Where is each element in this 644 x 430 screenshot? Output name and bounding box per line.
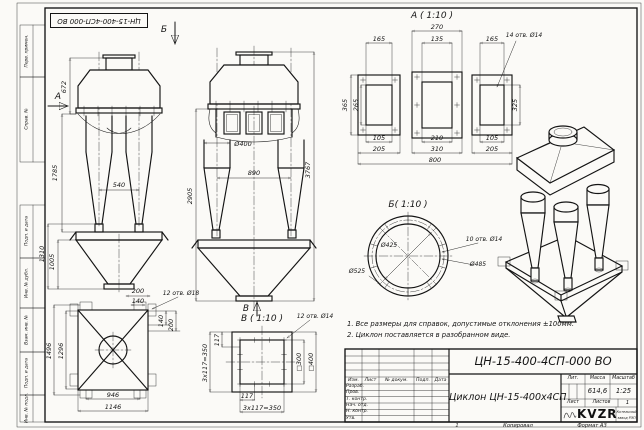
note-2: 2. Циклон поставляется в разобранном виде. xyxy=(347,331,511,339)
annotation-dim-265: 265 xyxy=(352,98,360,112)
annotation-dim-sq300: □300 xyxy=(295,352,303,372)
annotation-callout-12-holes-14: 12 отв. Ø14 xyxy=(296,313,334,320)
tb-row-nkontr: Н. контр. xyxy=(346,409,369,415)
tb-row-razrab: Разраб. xyxy=(346,384,365,389)
note-1: 1. Все размеры для справок, допустимые отклонения ±100мм. xyxy=(347,320,574,328)
tb-row-tkontr: Т. контр. xyxy=(346,396,368,402)
annotation-dim-1146: 1146 xyxy=(104,403,122,411)
annotation-dim-140-top: 140 xyxy=(131,297,145,305)
annotation-dim-165-right: 165 xyxy=(485,35,499,43)
annotation-dim-3x117-bottom: 3x117=350 xyxy=(242,404,282,412)
tb-col-podp: Подп. xyxy=(416,378,430,383)
tb-lit-label: Лит. xyxy=(567,376,579,381)
annotation-dim-540: 540 xyxy=(112,181,126,189)
annotation-dim-890: 890 xyxy=(247,169,261,177)
logo-coil-icon xyxy=(563,409,577,421)
tb-row-nachotd: Нач. отд. xyxy=(346,403,369,408)
tb-mass-value: 614,6 xyxy=(587,387,608,395)
tb-col-data: Дата xyxy=(434,378,447,383)
annotation-dim-105-left: 105 xyxy=(372,134,386,142)
annotation-dim-117-left: 117 xyxy=(213,333,221,347)
annotation-dim-3767: 3767 xyxy=(304,161,312,179)
tb-col-dokum: № докум. xyxy=(385,378,408,383)
annotation-dim-365: 365 xyxy=(341,98,349,112)
annotation-view-v-title: В ( 1:10 ) xyxy=(241,314,283,324)
annotation-dim-800: 800 xyxy=(428,156,442,164)
title-block-product-name: Циклон ЦН-15-400х4СП xyxy=(449,392,567,403)
page-mark: 1 xyxy=(455,423,459,429)
annotation-dim-105-right: 105 xyxy=(485,134,499,142)
margin-field-inv-podl: Инв. № подл. xyxy=(24,392,30,424)
annotation-dim-sq400: □400 xyxy=(307,352,315,372)
tb-mass-label: Масса xyxy=(589,376,606,381)
annotation-view-arrow-v: В xyxy=(242,304,250,314)
annotation-dim-205-right: 205 xyxy=(485,145,499,153)
annotation-dim-140-right: 140 xyxy=(157,314,165,328)
tb-row-prov: Пров. xyxy=(346,390,360,396)
annotation-dim-117-bottom: 117 xyxy=(240,392,254,400)
annotation-dim-1310: 1310 xyxy=(38,245,46,263)
annotation-dim-2905: 2905 xyxy=(186,187,194,205)
annotation-dim-d485: Ø485 xyxy=(469,261,487,268)
annotation-view-a-title: А ( 1:10 ) xyxy=(411,11,453,21)
margin-field-podp-data-2: Подп. и дата xyxy=(24,358,30,388)
annotation-dim-200-top: 200 xyxy=(131,287,145,295)
company-name-line1: Котельный xyxy=(616,410,637,414)
tb-col-izm: Изм. xyxy=(348,378,359,383)
annotation-view-arrow-b: Б xyxy=(160,25,168,35)
company-name-line2: завод РЭП xyxy=(617,416,636,420)
format-label: Формат А3 xyxy=(577,423,607,429)
isometric-view xyxy=(498,126,628,322)
annotation-dim-1496: 1496 xyxy=(45,342,53,360)
annotation-dim-165-left: 165 xyxy=(372,35,386,43)
annotation-dim-1005: 1005 xyxy=(48,253,56,271)
annotation-dim-135: 135 xyxy=(430,35,444,43)
title-block-designation: ЦН-15-400-4СП-000 ВО xyxy=(474,354,612,368)
annotation-dim-946: 946 xyxy=(106,391,120,399)
annotation-dim-3x117-left: 3x117=350 xyxy=(201,343,209,383)
annotation-dim-d525: Ø525 xyxy=(348,268,366,275)
annotation-callout-14-holes: 14 отв. Ø14 xyxy=(505,32,543,39)
annotation-dim-205-left: 205 xyxy=(372,145,386,153)
annotation-dim-1785: 1785 xyxy=(51,164,59,182)
annotation-dim-672: 672 xyxy=(60,80,68,94)
view-side-elevation xyxy=(48,22,175,292)
margin-field-podp-data-1: Подп. и дата xyxy=(24,216,30,246)
annotation-view-arrow-a: А xyxy=(54,92,62,102)
annotation-dim-d400: Ø400 xyxy=(234,140,252,148)
tb-sheet-label: Лист xyxy=(566,400,580,405)
tb-col-list: Лист xyxy=(364,378,377,383)
tb-scale-value: 1:25 xyxy=(615,387,632,395)
tb-row-utv: Утв. xyxy=(346,415,356,421)
annotation-dim-200-right: 200 xyxy=(167,318,175,332)
annotation-callout-10-holes: 10 отв. Ø14 xyxy=(465,236,503,243)
orientation-stamp: ЦН-15-400-4СП-000 ВО xyxy=(50,13,148,28)
annotation-view-b-title: Б( 1:10 ) xyxy=(388,200,428,210)
copied-label: Копировал xyxy=(503,423,533,429)
annotation-dim-270: 270 xyxy=(430,23,444,31)
annotation-dim-d425: Ø425 xyxy=(380,242,398,249)
margin-field-perv-primen: Перв. примен. xyxy=(24,34,30,68)
annotation-callout-12-holes-18: 12 отв. Ø18 xyxy=(162,290,200,297)
annotation-dim-1296: 1296 xyxy=(57,342,65,360)
view-front-elevation xyxy=(192,46,316,316)
logo-text: KVZR xyxy=(577,407,618,421)
tb-scale-label: Масштаб xyxy=(612,376,635,381)
margin-field-sprav-no: Справ. № xyxy=(24,108,30,130)
annotation-dim-210: 210 xyxy=(430,134,444,142)
tb-sheets-value: 1 xyxy=(625,400,630,406)
margin-field-vzam-inv: Взам. инв. № xyxy=(24,315,30,345)
margin-field-inv-dubl: Инв. № дубл. xyxy=(24,267,30,299)
tb-sheets-label: Листов xyxy=(592,400,611,405)
view-section-b xyxy=(364,212,478,300)
annotation-dim-310: 310 xyxy=(430,145,444,153)
annotation-dim-325: 325 xyxy=(511,98,519,112)
